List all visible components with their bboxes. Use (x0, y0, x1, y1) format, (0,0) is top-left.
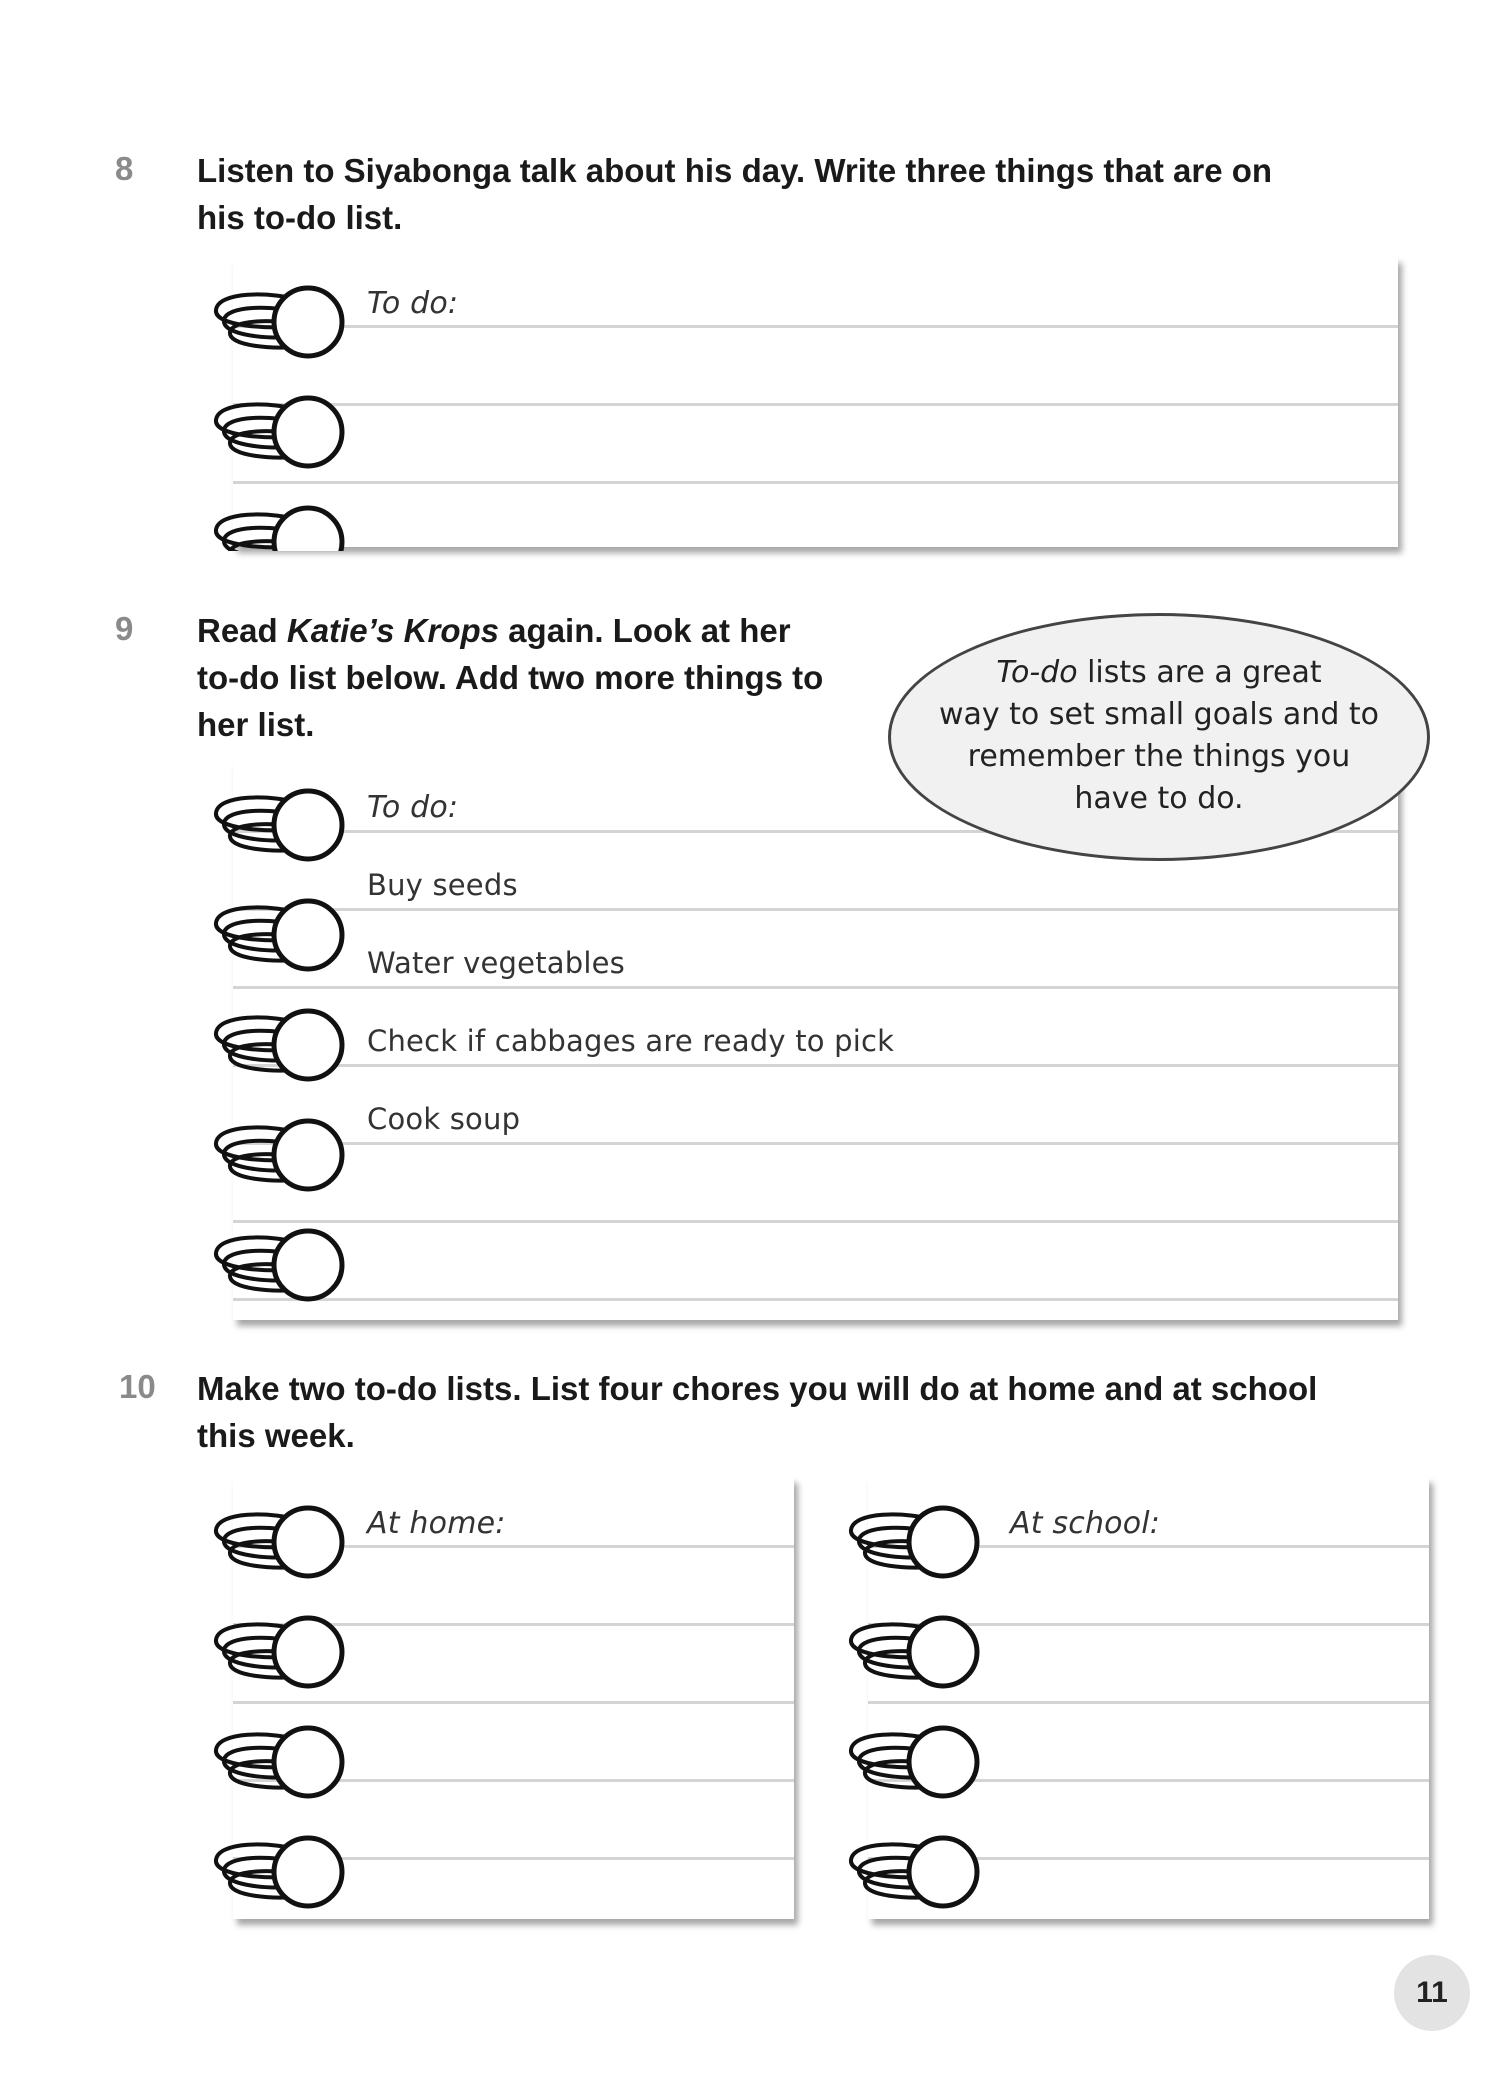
home-write-line-3[interactable] (345, 1706, 785, 1774)
page-number: 11 (1394, 1955, 1470, 2031)
spiral-ring-icon (843, 1500, 983, 1590)
spiral-ring-icon (208, 1003, 348, 1093)
spiral-ring-icon (208, 1720, 348, 1810)
spiral-ring-icon (843, 1720, 983, 1810)
question-number-10: 10 (119, 1368, 156, 1405)
home-write-line-1[interactable] (345, 1550, 785, 1618)
list-item: Check if cabbages are ready to pick (367, 1024, 895, 1058)
q9-write-line-1[interactable] (345, 1145, 1385, 1213)
spiral-ring-icon (208, 500, 348, 551)
school-write-line-3[interactable] (980, 1706, 1420, 1774)
q9-list-title: To do: (367, 790, 459, 825)
tip-text: To-do lists are a great way to set small goals and to remember the things you have to do. (938, 655, 1380, 816)
spiral-ring-icon (208, 1113, 348, 1203)
question-9-text: Read Katie’s Krops again. Look at her to-do list below. Add two more things to her list. (197, 612, 824, 743)
spiral-ring-icon (843, 1610, 983, 1700)
school-write-line-1[interactable] (980, 1550, 1420, 1618)
q9-write-line-2[interactable] (345, 1223, 1385, 1291)
q8-write-line-1[interactable] (345, 330, 1385, 400)
home-write-line-4[interactable] (345, 1784, 785, 1852)
q8-list-title: To do: (367, 286, 459, 321)
question-8-text: Listen to Siyabonga talk about his day. Write three things that are on his to-do list. (197, 152, 1273, 236)
q8-write-line-2[interactable] (345, 408, 1385, 478)
spiral-ring-icon (208, 1610, 348, 1700)
question-number-9: 9 (115, 610, 134, 647)
spiral-ring-icon (208, 783, 348, 873)
q8-write-line-3[interactable] (345, 486, 1385, 544)
question-number-8: 8 (115, 150, 134, 187)
list-item: Buy seeds (367, 868, 518, 902)
question-10-text: Make two to-do lists. List four chores you will do at home and at school this week. (197, 1370, 1318, 1454)
spiral-ring-icon (208, 1223, 348, 1313)
home-list-title: At home: (367, 1506, 506, 1541)
school-write-line-2[interactable] (980, 1628, 1420, 1696)
school-write-line-4[interactable] (980, 1784, 1420, 1852)
spiral-ring-icon (843, 1830, 983, 1920)
spiral-ring-icon (208, 1830, 348, 1920)
school-list-title: At school: (1010, 1506, 1161, 1541)
list-item: Water vegetables (367, 946, 625, 980)
list-item: Cook soup (367, 1102, 521, 1136)
spiral-ring-icon (208, 1500, 348, 1590)
home-write-line-2[interactable] (345, 1628, 785, 1696)
spiral-ring-icon (208, 893, 348, 983)
spiral-ring-icon (208, 390, 348, 480)
spiral-ring-icon (208, 280, 348, 370)
